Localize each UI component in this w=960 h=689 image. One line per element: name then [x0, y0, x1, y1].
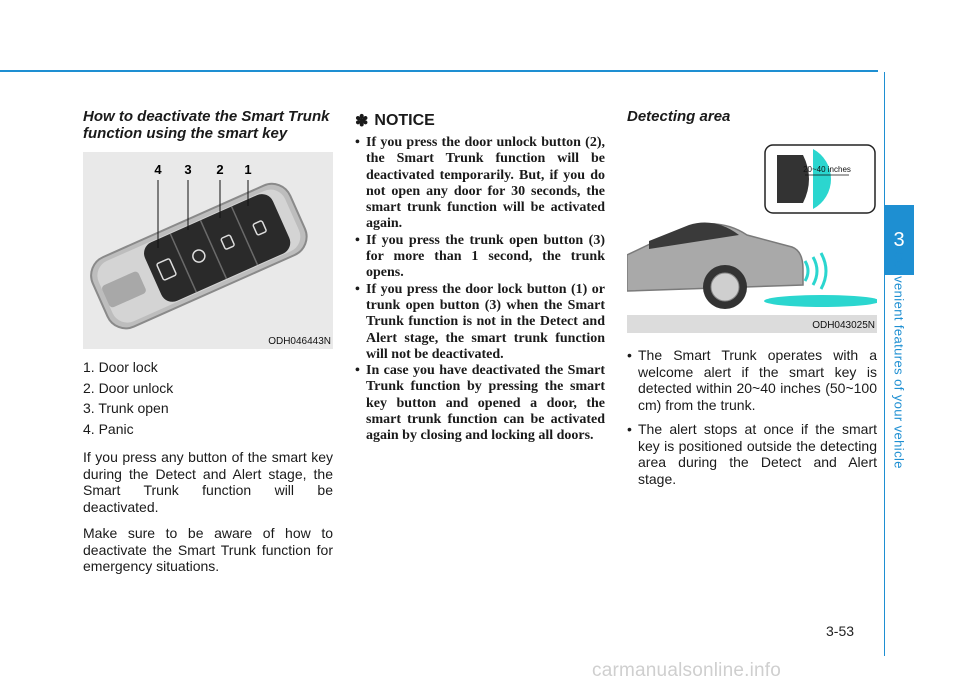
body-paragraph: If you press any button of the smart key during the Detect and Alert stage, the Smart Trunk function will be deactivated.: [83, 449, 333, 515]
header-rule: [0, 70, 878, 72]
notice-item: • In case you have deactivated the Smart Trunk function by pressing the smart key button and opened a door, the smart trunk function can be activated again by closing and locking all doors.: [355, 363, 605, 444]
figure-code: ODH043025N: [812, 320, 875, 331]
detecting-area-figure: [627, 135, 877, 333]
column-left: [83, 108, 333, 575]
list-item: 3. Trunk open: [83, 400, 169, 416]
detecting-bullets: [627, 347, 877, 487]
watermark[interactable]: carmanualsonline.info: [592, 660, 782, 681]
button-list: [83, 357, 333, 439]
column-right: [627, 108, 877, 495]
column-middle: [355, 111, 605, 445]
callout-4: 4: [154, 162, 162, 177]
asterisk-icon: ✽: [355, 113, 369, 130]
notice-item: • If you press the trunk open button (3) for more than 1 second, the trunk opens.: [355, 233, 605, 282]
notice-item: • If you press the door unlock button (2), the Smart Trunk function will be deactivated temporarily. But, if you do not open any door for 30 seconds, the smart trunk function will be activated again.: [355, 135, 605, 233]
notice-title: [355, 111, 605, 131]
callout-3: 3: [184, 162, 192, 177]
callout-2: 2: [216, 162, 224, 177]
list-item: 4. Panic: [83, 420, 134, 437]
list-item: 1. Door lock: [83, 359, 158, 375]
notice-item: • If you press the door lock button (1) or trunk open button (3) when the Smart Trunk function is not in the Detect and Alert stage, the smart trunk function will not be deactivated.: [355, 282, 605, 363]
page-number: 3-53: [826, 623, 855, 639]
range-label: 20~40 inches: [803, 165, 851, 174]
bullet-item: • The Smart Trunk operates with a welcome alert if the smart key is detected within 20~40 inches (50~100 cm) from the trunk.: [627, 347, 877, 413]
chapter-number-tab[interactable]: 3: [884, 205, 914, 275]
figure-code: ODH046443N: [268, 336, 331, 347]
list-item: 2. Door unlock: [83, 379, 174, 396]
car-detection-illustration: [627, 135, 877, 333]
chapter-title: Convenient features of your vehicle: [891, 251, 907, 469]
callout-1: 1: [244, 162, 252, 177]
smart-key-illustration: [83, 152, 333, 349]
notice-label: NOTICE: [374, 112, 435, 129]
notice-list: [355, 135, 605, 445]
bullet-item: • The alert stops at once if the smart key is positioned outside the detecting area during the Detect and Alert stage.: [627, 421, 877, 487]
section-heading: How to deactivate the Smart Trunk function using the smart key: [83, 108, 330, 142]
smart-key-figure: [83, 152, 333, 349]
section-heading: Detecting area: [627, 108, 731, 125]
body-paragraph: Make sure to be aware of how to deactivate the Smart Trunk function for emergency situations.: [83, 525, 333, 574]
